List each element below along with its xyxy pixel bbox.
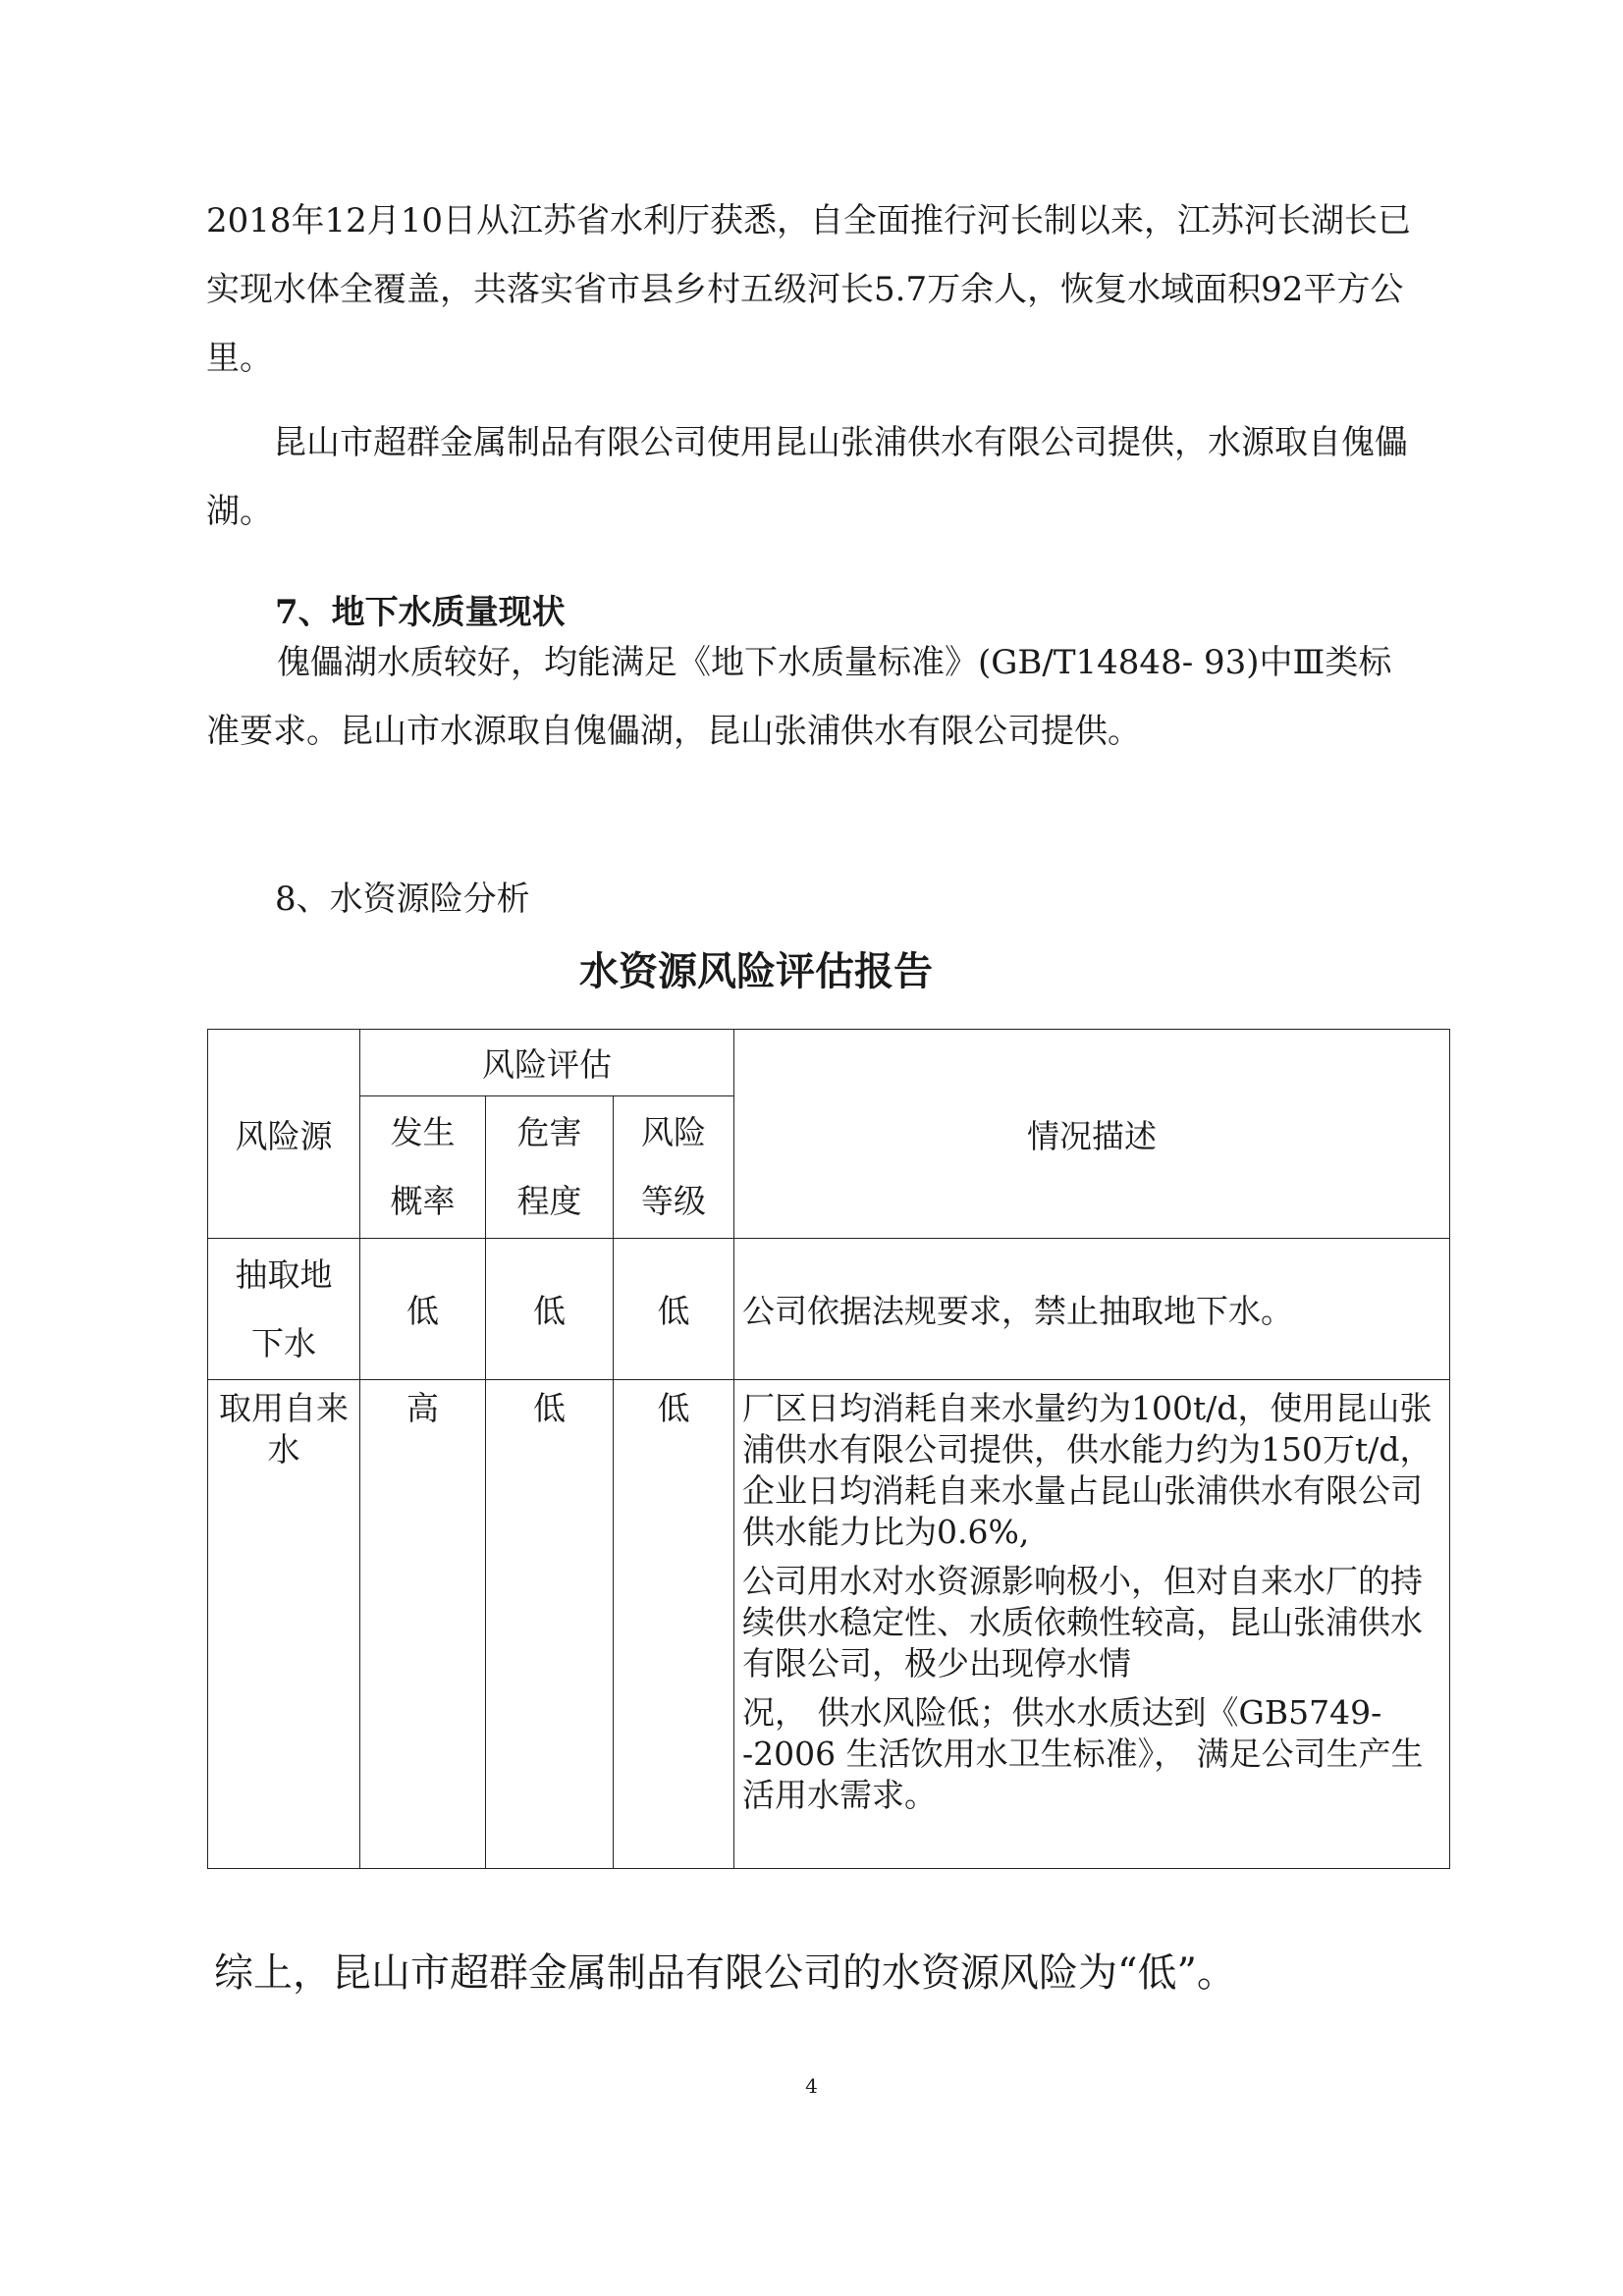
page-number: 4 [805,2074,818,2098]
table-header-row [208,1030,1450,1096]
conclusion-text: 综上，昆山市超群金属制品有限公司的水资源风险为“低”。 [214,1950,1236,1996]
header-level: 风险 等级 [614,1096,734,1239]
row-level: 低 [614,1239,734,1380]
row-source: 取用自来 水 [208,1380,360,1869]
row-severity: 低 [486,1380,614,1869]
row-severity: 低 [486,1239,614,1380]
risk-assessment-table [207,1029,1450,1869]
row-description: 厂区日均消耗自来水量约为100t/d，使用昆山张浦供水有限公司提供，供水能力约为150万t/d，企业日均消耗自来水量占昆山张浦供水有限公司供水能力比为0.6%, 公司用水对水资源影响极小，但对自来水厂的持续供水稳定性、水质依赖性较高，昆山张浦供水有限公司，极少出现停水情 况， 供水风险低；供水水质达到《GB5749--2006 生活饮用水卫生标准》， 满足公司生产生活用水需求。 [734,1380,1450,1869]
section-heading-7: 7、地下水质量现状 [275,593,566,632]
header-risk-source: 风险源 [208,1030,360,1239]
paragraph-water-supply: 昆山市超群金属制品有限公司使用昆山张浦供水有限公司提供，水源取自傀儡湖。 [206,423,1408,531]
row-probability: 低 [360,1239,486,1380]
paragraph-groundwater-quality: 傀儡湖水质较好，均能满足《地下水质量标准》(GB/T14848- 93)中Ⅲ类标准要求。昆山市水源取自傀儡湖，昆山张浦供水有限公司提供。 [206,643,1392,751]
table-row [208,1239,1450,1380]
row-source: 抽取地 下水 [208,1239,360,1380]
row-level: 低 [614,1380,734,1869]
row-description: 公司依据法规要求，禁止抽取地下水。 [734,1239,1450,1380]
table-row [208,1380,1450,1869]
header-risk-assessment: 风险评估 [360,1030,734,1096]
header-probability: 发生 概率 [360,1096,486,1239]
header-severity: 危害 程度 [486,1096,614,1239]
paragraph-river-chief: 2018年12月10日从江苏省水利厅获悉，自全面推行河长制以来，江苏河长湖长已实现水体全覆盖，共落实省市县乡村五级河长5.7万余人，恢复水域面积92平方公里。 [206,201,1412,378]
header-description: 情况描述 [734,1030,1450,1239]
table-title: 水资源风险评估报告 [579,948,933,994]
section-heading-8: 8、水资源险分析 [275,880,530,919]
row-probability: 高 [360,1380,486,1869]
